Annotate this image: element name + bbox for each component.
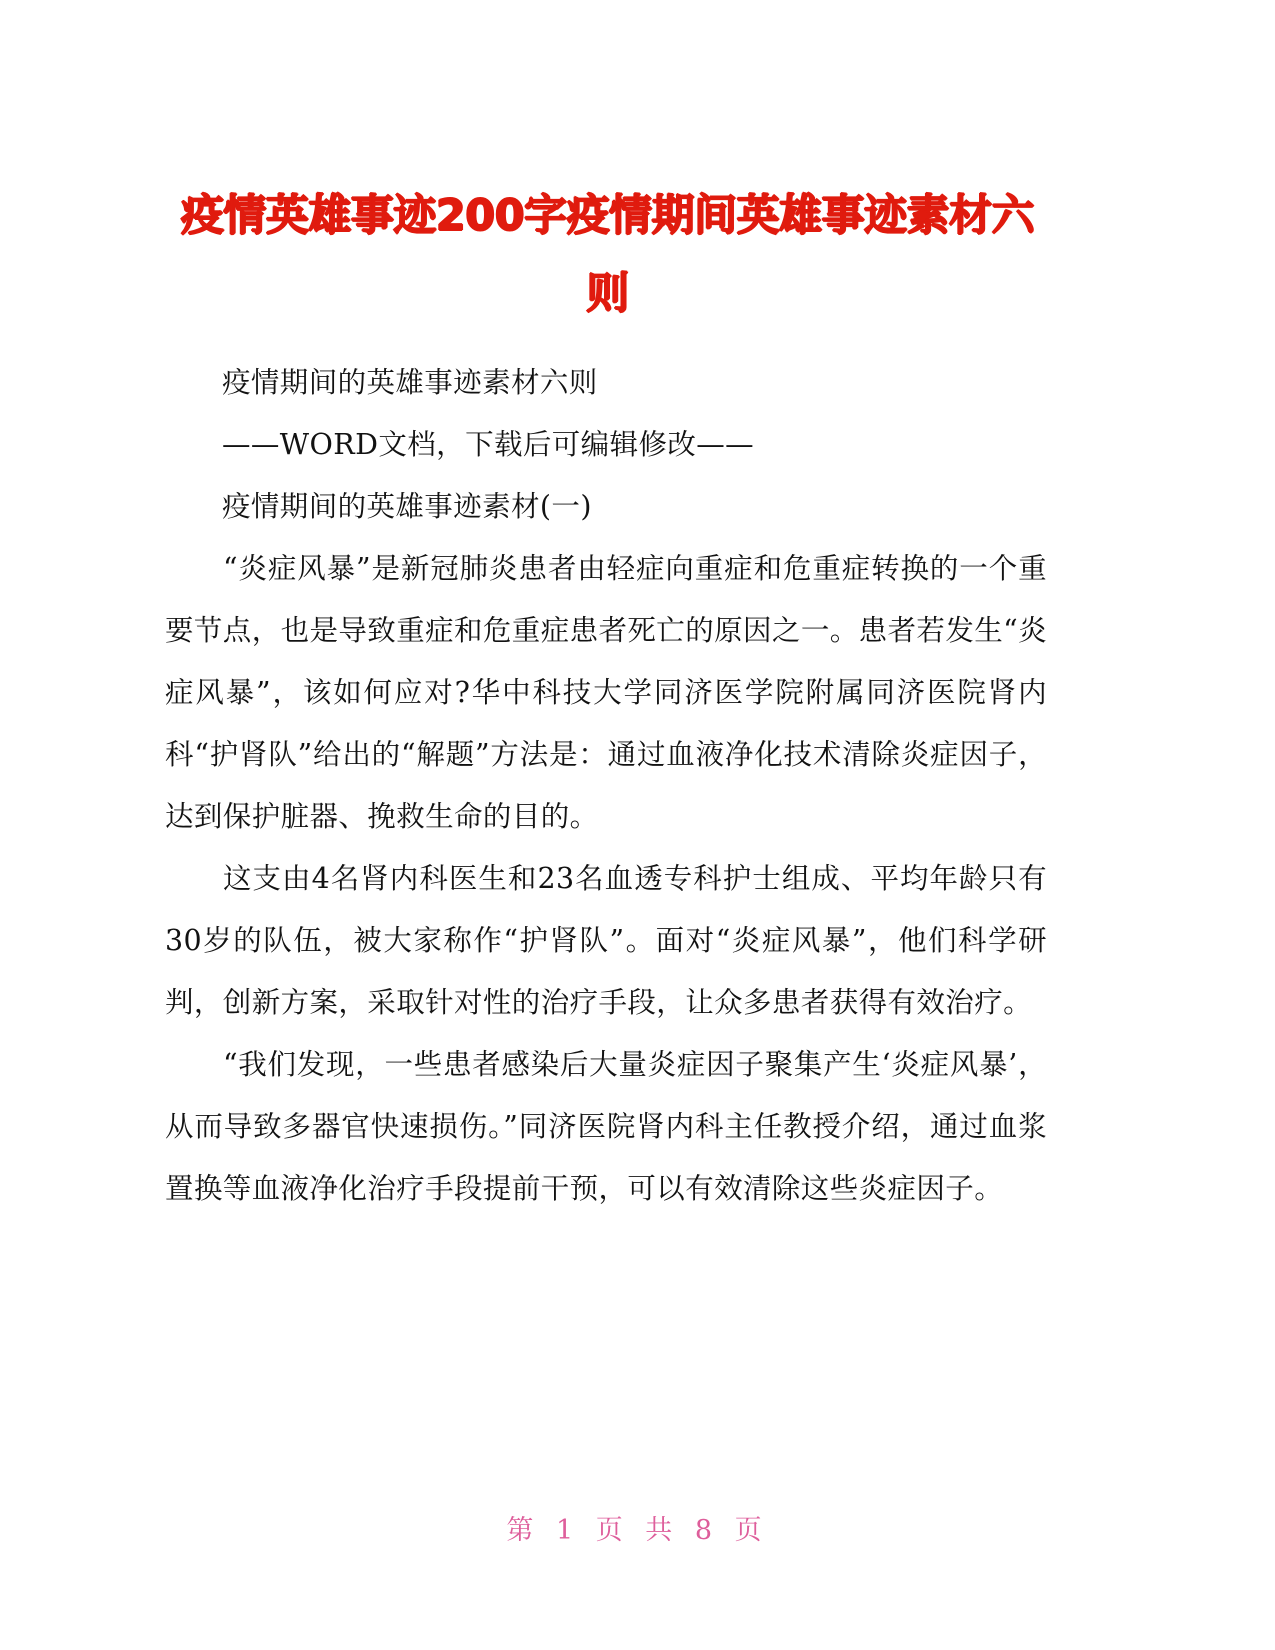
body-paragraph: “炎症风暴”是新冠肺炎患者由轻症向重症和危重症转换的一个重要节点，也是导致重症和危重症患者死亡的原因之一。患者若发生“炎症风暴”，该如何应对?华中科技大学同济医学院附属同济医院肾内科“护肾队”给出的“解题”方法是：通过血液净化技术清除炎症因子，达到保护脏器、挽救生命的目的。 (165, 552, 1047, 833)
lead-line-1: 疫情期间的英雄事迹素材六则 (222, 366, 598, 399)
page-title: 疫情英雄事迹200字疫情期间英雄事迹素材六则 (180, 190, 1035, 319)
body-paragraph: “我们发现，一些患者感染后大量炎症因子聚集产生‘炎症风暴’，从而导致多器官快速损伤。”同济医院肾内科主任教授介绍，通过血浆置换等血液净化治疗手段提前干预，可以有效清除这些炎症因子。 (165, 1048, 1047, 1205)
page-number-footer: 第 1 页 共 8 页 (506, 1515, 769, 1546)
lead-line-3: 疫情期间的英雄事迹素材(一) (222, 490, 592, 523)
lead-line-2: ——WORD文档，下载后可编辑修改—— (222, 428, 755, 461)
document-body (165, 352, 1047, 1220)
body-paragraph: 这支由4名肾内科医生和23名血透专科护士组成、平均年龄只有30岁的队伍，被大家称作“护肾队”。面对“炎症风暴”，他们科学研判，创新方案，采取针对性的治疗手段，让众多患者获得有效治疗。 (165, 862, 1047, 1019)
